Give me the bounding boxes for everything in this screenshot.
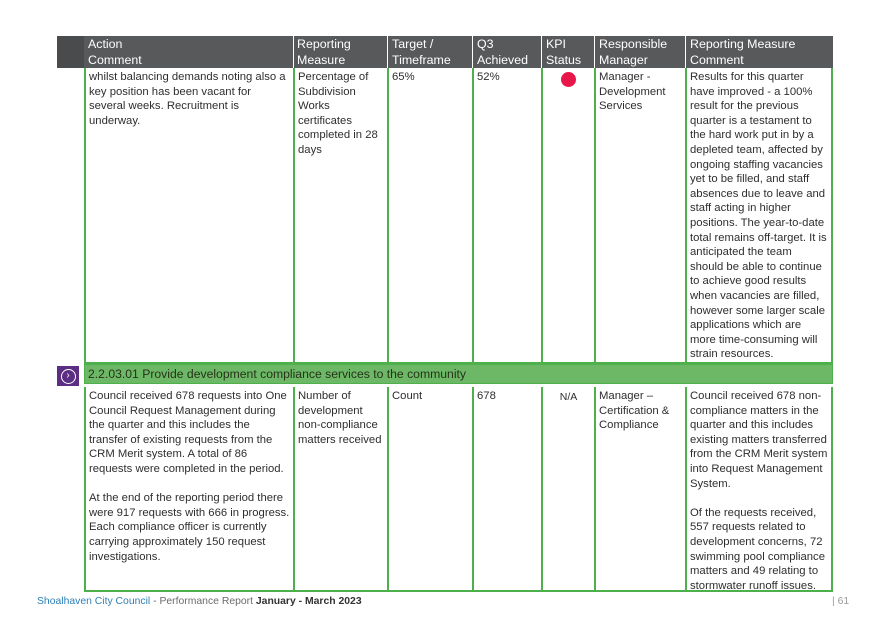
footer-report-label: - Performance Report: [150, 596, 256, 607]
achieved-cell: 678: [474, 387, 543, 592]
page-footer: [37, 596, 362, 607]
table-row: [57, 68, 833, 364]
section-title: 2.2.03.01 Provide development compliance services to the community: [84, 364, 833, 384]
footer-period: January - March 2023: [255, 596, 362, 607]
responsible-manager-cell: Manager - Development Services: [596, 68, 687, 364]
page-number: | 61: [832, 596, 850, 607]
header-target: Target / Timeframe: [392, 37, 451, 67]
kpi-status-cell: [543, 387, 596, 592]
responsible-manager-cell: Manager – Certification & Compliance: [596, 387, 687, 592]
action-comment-cell: whilst balancing demands noting also a key position has been vacant for several weeks. Recruitment is underway.: [84, 68, 295, 364]
footer-org: Shoalhaven City Council: [37, 596, 151, 607]
header-measure-comment: Reporting Measure Comment: [690, 37, 796, 67]
table-header: [57, 36, 833, 68]
header-action-comment: Action Comment: [88, 37, 142, 67]
header-kpi-status: KPI Status: [546, 37, 582, 67]
chevron-right-circle-icon[interactable]: ›: [57, 366, 79, 386]
target-cell: Count: [389, 387, 474, 592]
section-row: [57, 364, 833, 387]
target-cell: 65%: [389, 68, 474, 364]
header-reporting-measure: Reporting Measure: [297, 37, 351, 67]
header-q3-achieved: Q3 Achieved: [477, 37, 528, 67]
achieved-cell: 52%: [474, 68, 543, 364]
header-responsible-manager: Responsible Manager: [599, 37, 668, 67]
reporting-measure-cell: Percentage of Subdivision Works certificates completed in 28 days: [295, 68, 389, 364]
reporting-measure-cell: Number of development non-compliance matters received: [295, 387, 389, 592]
action-comment-cell: Council received 678 requests into One Council Request Management during the quarter and this includes the transfer of existing requests from the CRM Merit system. A total of 86 requests were completed in the period. At the end of the reporting period there were 917 requests with 666 in progress. Each compliance officer is currently carrying approximately 150 request investigations.: [84, 387, 295, 592]
performance-table: [57, 36, 833, 592]
kpi-status-red-dot: [561, 72, 576, 87]
kpi-status-text: N/A: [559, 391, 578, 403]
measure-comment-cell: Council received 678 non-compliance matters in the quarter and this includes existing matters transferred from the CRM Merit system into Request Management System. Of the requests received, 557 requests related to development concerns, 72 swimming pool compliance matters and 49 relating to stormwater runoff issues.: [687, 387, 833, 592]
measure-comment-cell: Results for this quarter have improved - a 100% result for the previous quarter is a testament to the hard work put in by a depleted team, affected by ongoing staffing vacancies yet to be filled, and staff absences due to leave and staff acting in higher positions. The year-to-date total remains off-target. It is anticipated the team should be able to continue to achieve good results when vacancies are filled, however some larger scale applications which are more time-consuming will strain resources.: [687, 68, 833, 364]
kpi-status-cell: [543, 68, 596, 364]
table-row: [57, 387, 833, 592]
